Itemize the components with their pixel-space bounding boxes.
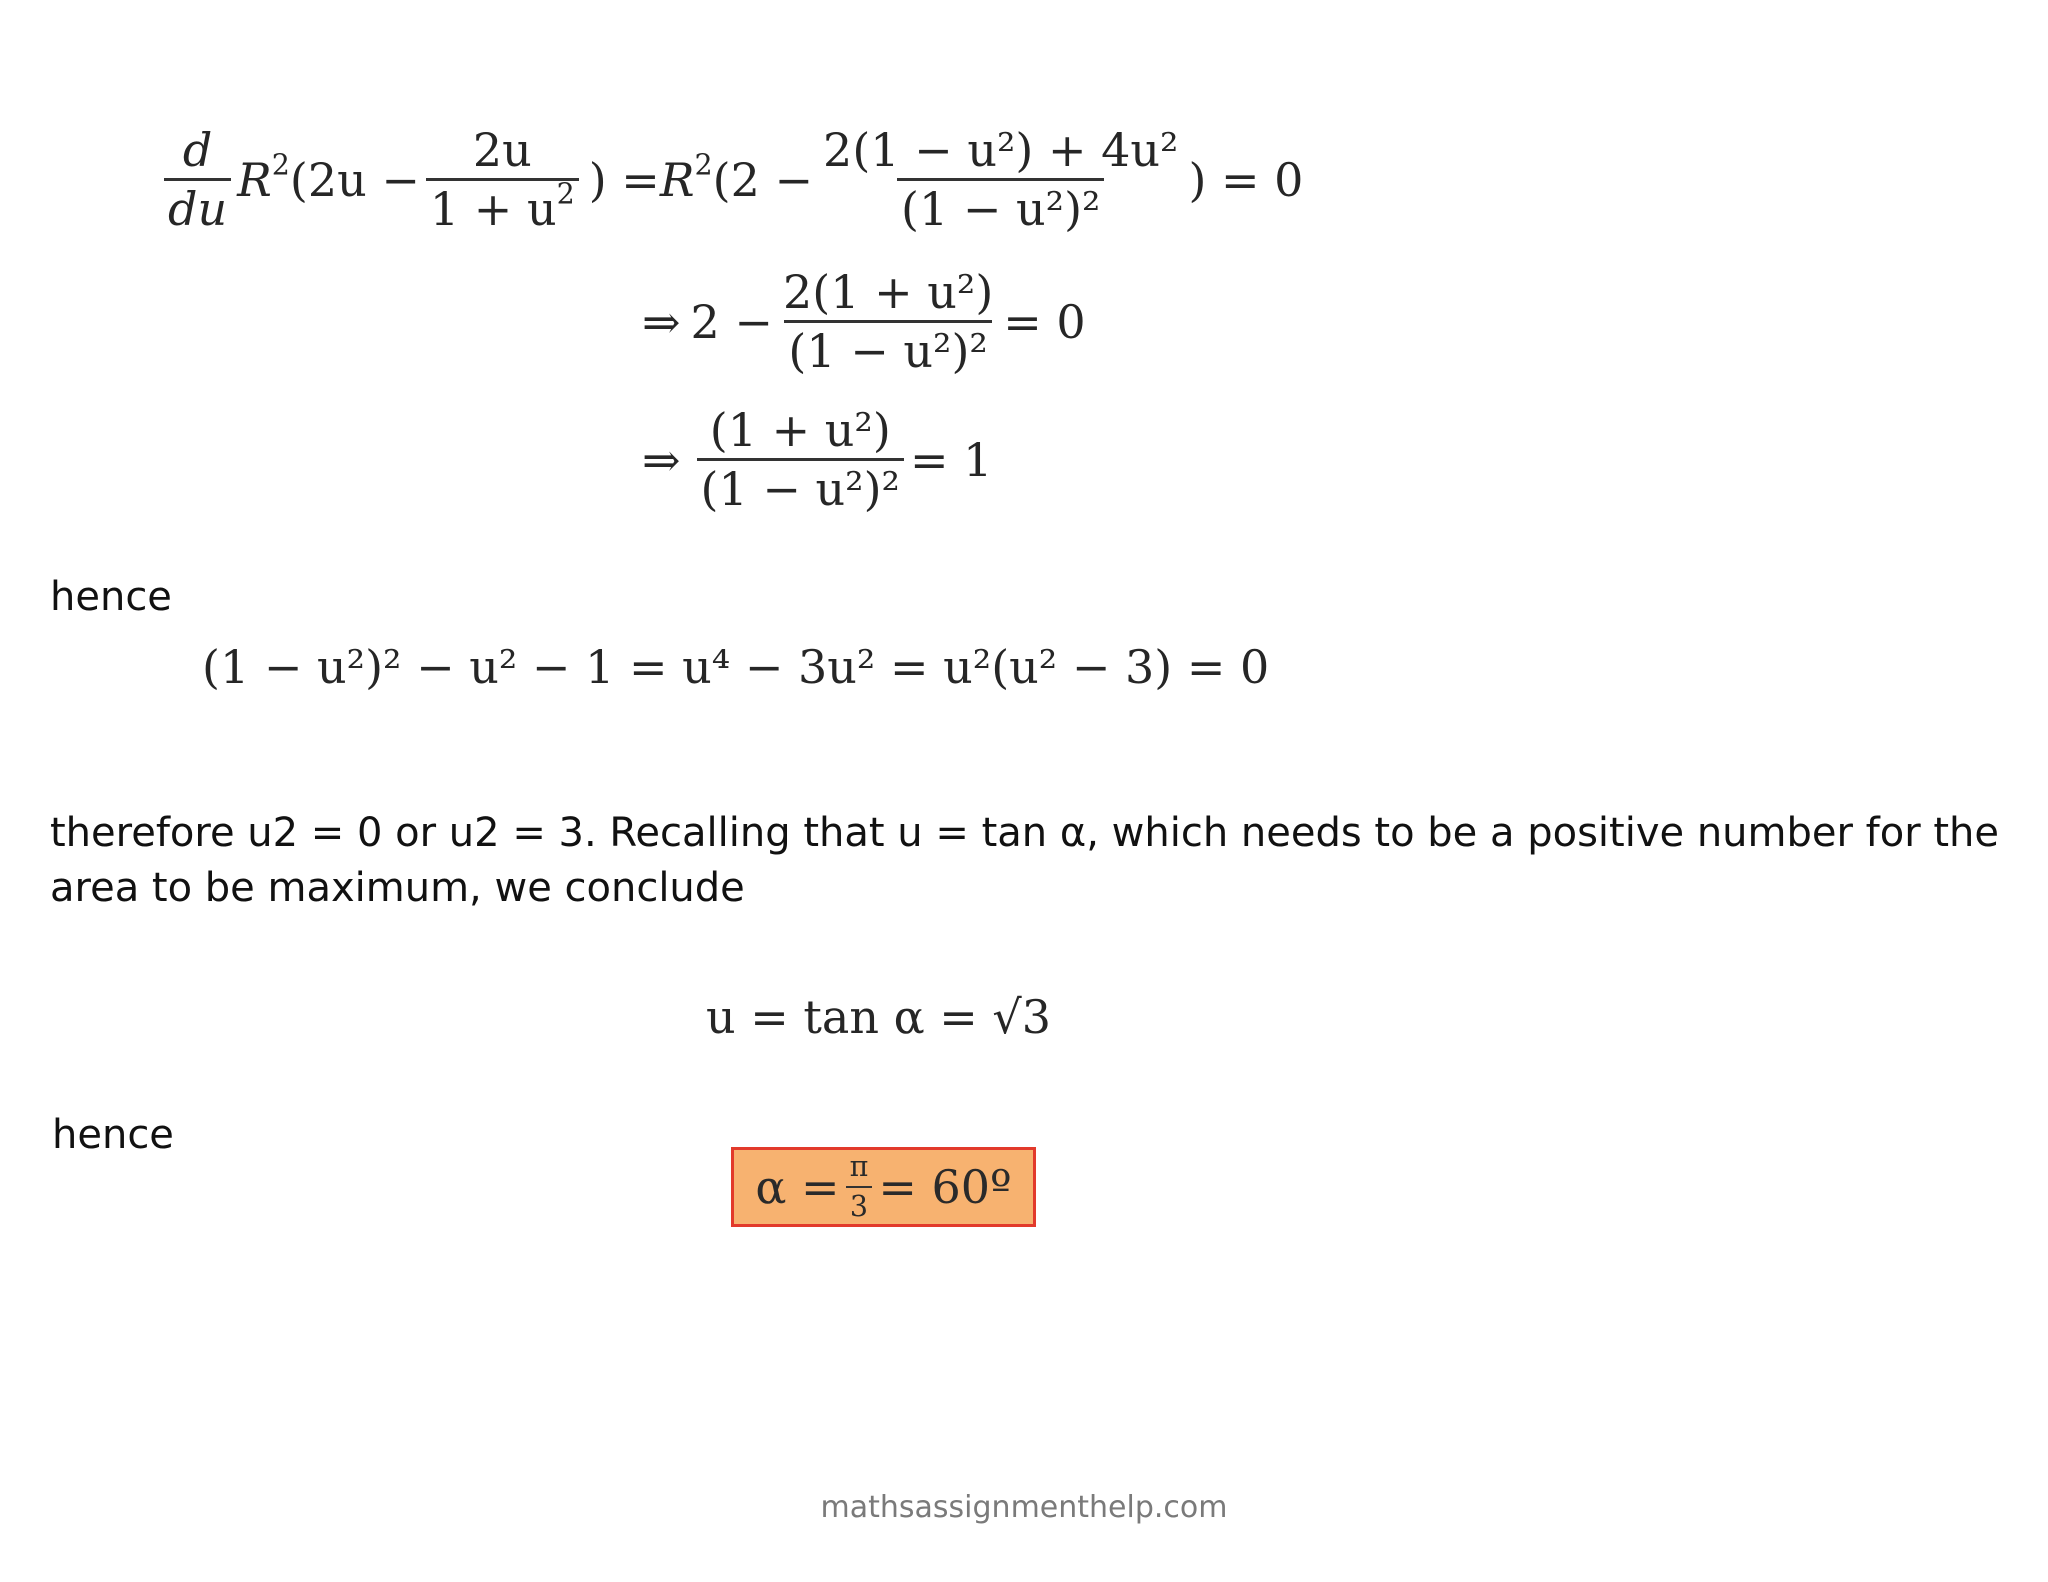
equation-quartic: (1 − u²)² − u² − 1 = u⁴ − 3u² = u²(u² − 3) = 0 — [202, 640, 1270, 694]
equation-tan-alpha: u = tan α = √3 — [706, 990, 1051, 1044]
fraction-step-2: $\frac{\text{2(1 + u²)}}{\text{(1 − u²)²}}$ — [782, 265, 994, 379]
paragraph-line-2: area to be maximum, we conclude — [50, 865, 745, 911]
fraction-2u: $\frac{2u}{1 + u^2}$ — [426, 126, 579, 234]
fraction-step-3: $\frac{\text{(1 + u²)}}{\text{(1 − u²)²}}$ — [697, 406, 904, 514]
fraction-expanded: $\frac{\text{2(1 − u²) + 4u²}}{\text{(1 − u²)²}}$ — [823, 123, 1179, 237]
answer-equation: α = $\frac{\pi}{3}$ = 60º — [755, 1150, 1012, 1223]
answer-box — [731, 1147, 1036, 1227]
fraction-pi-over-3: $\frac{\pi}{3}$ — [846, 1152, 873, 1222]
equation-derivative: $\frac{d}{du}$ $R^2$ (2u − $\frac{2u}{1 + u^2}$ ) = $R^2$ (2 − $\frac{\text{2(1 − u²) + 4u²}}{\text{(1 − u²)²}}$ ) = 0 — [158, 126, 1303, 234]
paragraph-line-1: therefore u2 = 0 or u2 = 3. Recalling that u = tan α, which needs to be a positive number for the — [50, 810, 2000, 856]
footer-watermark: mathsassignmenthelp.com — [820, 1490, 1228, 1525]
equation-step-2: ⇒ 2 − $\frac{\text{2(1 + u²)}}{\text{(1 − u²)²}}$ = 0 — [642, 265, 1086, 379]
hence-label-2: hence — [52, 1112, 174, 1158]
hence-label-1: hence — [50, 574, 172, 620]
derivative-operator: $\frac{d}{du}$ — [164, 126, 231, 234]
equation-step-3: ⇒ $\frac{\text{(1 + u²)}}{\text{(1 − u²)²}}$ = 1 — [642, 403, 993, 517]
